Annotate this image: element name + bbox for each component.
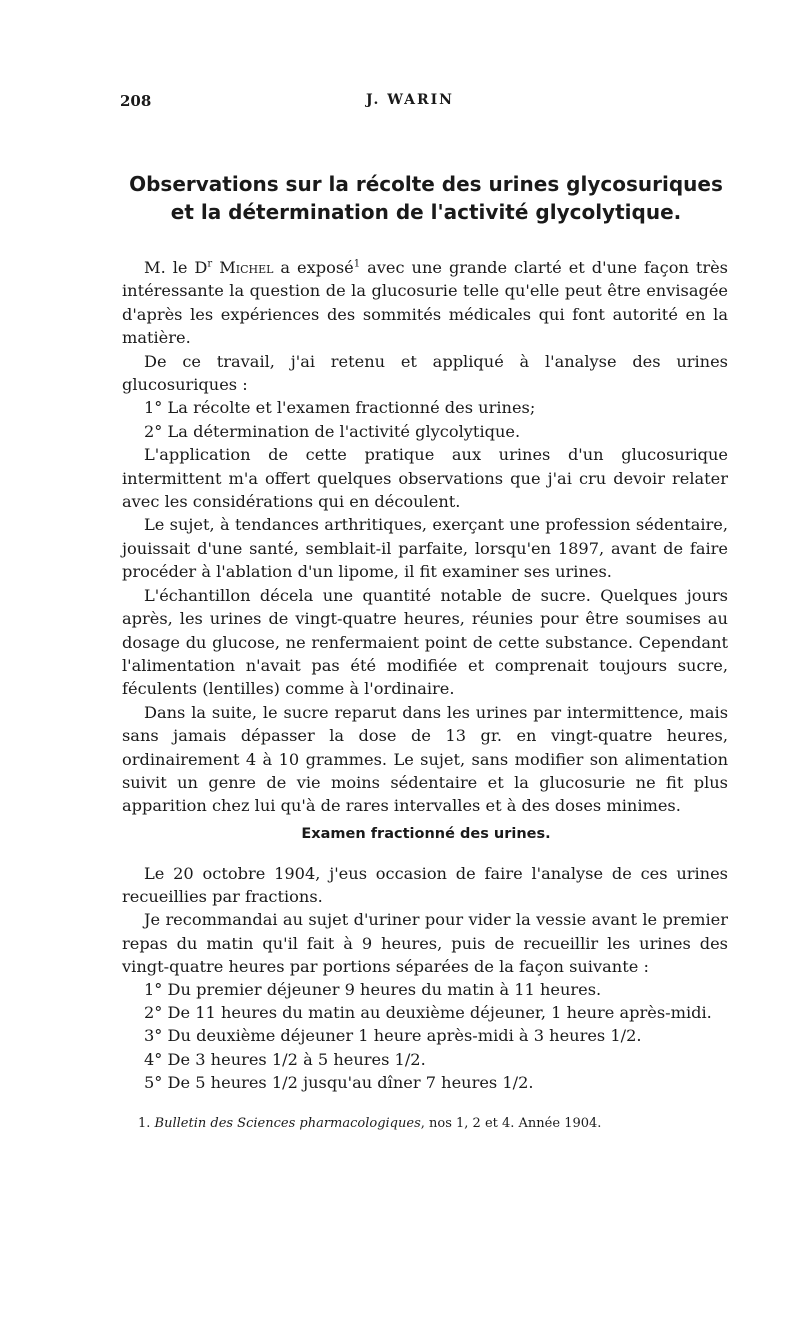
running-head: J. WARIN (366, 92, 454, 108)
paragraph-1 (122, 256, 728, 350)
p1-mid: a exposé (273, 258, 354, 277)
section-body (122, 862, 728, 1094)
title-line-2: et la détermination de l'activité glycolytique. (170, 200, 682, 224)
list-item: 2° De 11 heures du matin au deuxième déjeuner, 1 heure après-midi. (144, 1003, 712, 1023)
footnote-source: Bulletin des Sciences pharmacologiques (154, 1116, 421, 1131)
footnote-ref: 1 (353, 258, 361, 270)
list-item-2: 2° La détermination de l'activité glycolytique. (144, 421, 521, 441)
footnote-number: 1. (138, 1116, 151, 1131)
p1-rest: avec une grande clarté et d'une façon très intéressante la question de la glucosurie telle qu'elle peut être envisagée d'après les expériences des sommités médicales qui font autorité en la matière. (122, 258, 728, 348)
article-title (120, 170, 732, 226)
p1-sup-r: r (207, 258, 213, 270)
page-number: 208 (120, 92, 152, 110)
paragraph-6: Dans la suite, le sucre reparut dans les urines par intermittence, mais sans jamais dépasser la dose de 13 gr. en vingt-quatre heures, ordinairement 4 à 10 grammes. Le sujet, sans modifier son alimentation suivit un genre de vie moins sédentaire et la glucosurie ne fit plus apparition chez lui qu'à de rares intervalles et à des doses minimes. (122, 702, 728, 816)
section-heading: Examen fractionné des urines. (301, 826, 551, 842)
article-body (122, 256, 728, 818)
paragraph-2: De ce travail, j'ai retenu et appliqué à l'analyse des urines glucosuriques : (122, 351, 728, 395)
section-paragraph-2: Je recommandai au sujet d'uriner pour vider la vessie avant le premier repas du matin qu'il fait à 9 heures, puis de recueillir les urines des vingt-quatre heures par portions séparées de la façon suivante : (122, 910, 728, 976)
list-item: 3° Du deuxième déjeuner 1 heure après-midi à 3 heures 1/2. (144, 1026, 642, 1046)
paragraph-4: Le sujet, à tendances arthritiques, exerçant une profession sédentaire, jouissait d'une santé, semblait-il parfaite, lorsqu'en 1897, avant de faire procéder à l'ablation d'un lipome, il fit examiner ses urines. (122, 515, 728, 582)
title-line-1: Observations sur la récolte des urines glycosuriques (129, 172, 723, 196)
list-item-1: 1° La récolte et l'examen fractionné des urines; (144, 398, 536, 418)
author-name: Michel (219, 258, 274, 277)
list-item: 4° De 3 heures 1/2 à 5 heures 1/2. (144, 1049, 426, 1069)
paragraph-3: L'application de cette pratique aux urines d'un glucosurique intermittent m'a offert quelques observations que j'ai cru devoir relater avec les considérations qui en découlent. (122, 445, 728, 512)
p1-start: M. le D (144, 258, 208, 277)
list-item: 5° De 5 heures 1/2 jusqu'au dîner 7 heures 1/2. (144, 1072, 534, 1092)
list-item: 1° Du premier déjeuner 9 heures du matin à 11 heures. (144, 980, 602, 1000)
footnote-rest: , nos 1, 2 et 4. Année 1904. (420, 1116, 602, 1131)
paragraph-5: L'échantillon décela une quantité notable de sucre. Quelques jours après, les urines de vingt-quatre heures, réunies pour être soumises au dosage du glucose, ne renfermaient point de cette substance. Cependant l'alimentation n'avait pas été modifiée et comprenait toujours sucre, féculents (lentilles) comme à l'ordinaire. (122, 585, 728, 699)
section-paragraph-1: Le 20 octobre 1904, j'eus occasion de faire l'analyse de ces urines recueillies par fractions. (122, 864, 728, 907)
footnote (138, 1116, 738, 1131)
